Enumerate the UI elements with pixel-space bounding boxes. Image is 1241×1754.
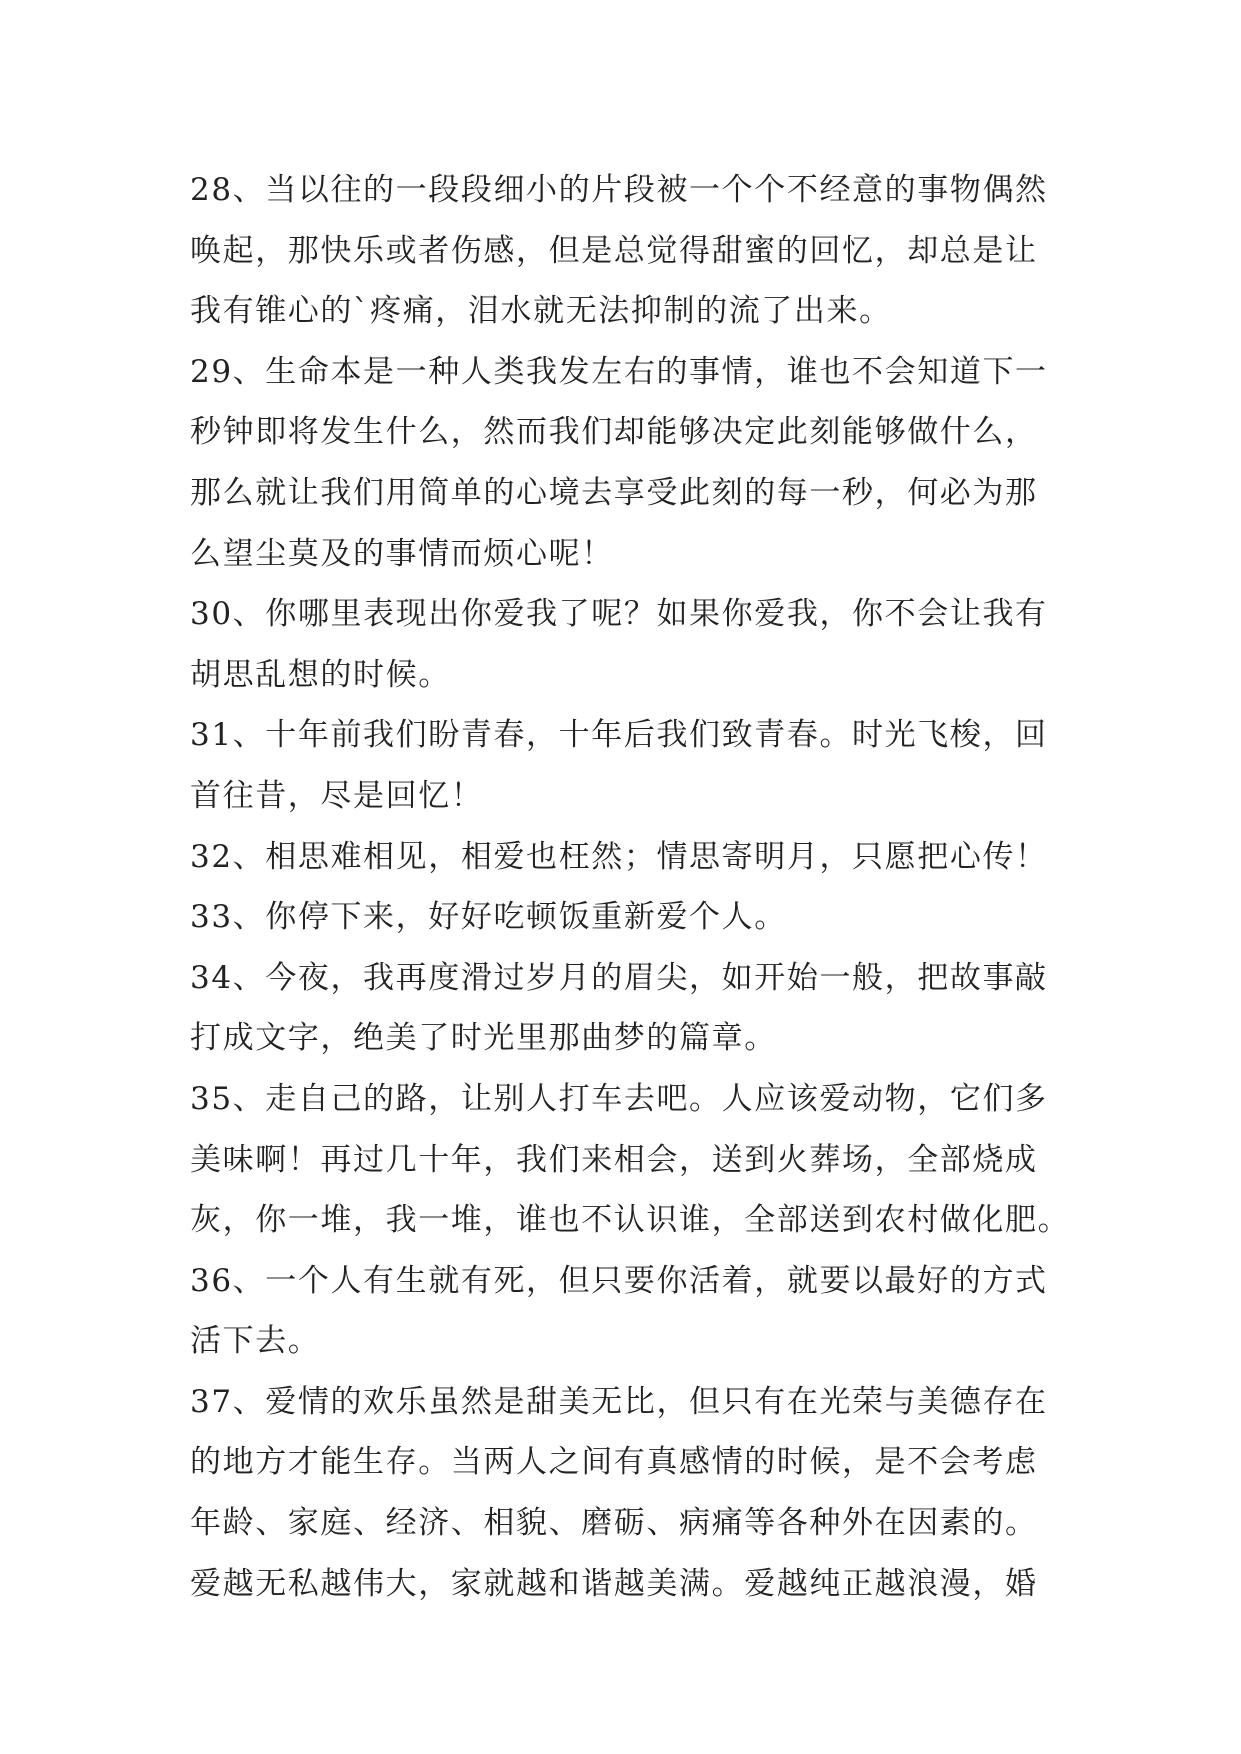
text-line: 首往昔，尽是回忆！ <box>190 777 484 814</box>
text-line: 那么就让我们用简单的心境去享受此刻的每一秒，何必为那 <box>190 474 1038 511</box>
text-line: 的地方才能生存。当两人之间有真感情的时候，是不会考虑 <box>190 1444 1038 1481</box>
text-line: 美味啊！再过几十年，我们来相会，送到火葬场，全部烧成 <box>190 1141 1038 1178</box>
text-line: 胡思乱想的时候。 <box>190 656 451 693</box>
text-line: 灰，你一堆，我一堆，谁也不认识谁，全部送到农村做化肥。 <box>190 1202 1071 1239</box>
text-line: 35、走自己的路，让别人打车去吧。人应该爱动物，它们多 <box>190 1080 1048 1117</box>
text-line: 30、你哪里表现出你爱我了呢？如果你爱我，你不会让我有 <box>190 596 1048 633</box>
text-line: 活下去。 <box>190 1323 321 1360</box>
text-line: 我有锥心的`疼痛，泪水就无法抑制的流了出来。 <box>190 293 892 330</box>
text-line: 秒钟即将发生什么，然而我们却能够决定此刻能够做什么， <box>190 414 1038 451</box>
text-line: 打成文字，绝美了时光里那曲梦的篇章。 <box>190 1020 777 1057</box>
text-line: 36、一个人有生就有死，但只要你活着，就要以最好的方式 <box>190 1262 1048 1299</box>
text-line: 31、十年前我们盼青春，十年后我们致青春。时光飞梭，回 <box>190 717 1048 754</box>
text-line: 唤起，那快乐或者伤感，但是总觉得甜蜜的回忆，却总是让 <box>190 232 1038 269</box>
text-line: 37、爱情的欢乐虽然是甜美无比，但只有在光荣与美德存在 <box>190 1383 1048 1420</box>
text-line: 32、相思难相见，相爱也枉然；情思寄明月，只愿把心传！ <box>190 838 1048 875</box>
text-line: 33、你停下来，好好吃顿饭重新爱个人。 <box>190 899 787 936</box>
text-line: 34、今夜，我再度滑过岁月的眉尖，如开始一般，把故事敲 <box>190 959 1048 996</box>
text-line: 年龄、家庭、经济、相貌、磨砺、病痛等各种外在因素的。 <box>190 1505 1038 1542</box>
text-line: 29、生命本是一种人类我发左右的事情，谁也不会知道下一 <box>190 353 1048 390</box>
text-line: 28、当以往的一段段细小的片段被一个个不经意的事物偶然 <box>190 172 1048 208</box>
text-line: 爱越无私越伟大，家就越和谐越美满。爱越纯正越浪漫，婚 <box>190 1565 1038 1602</box>
document-body <box>190 160 1070 1614</box>
text-line: 么望尘莫及的事情而烦心呢！ <box>190 535 614 572</box>
